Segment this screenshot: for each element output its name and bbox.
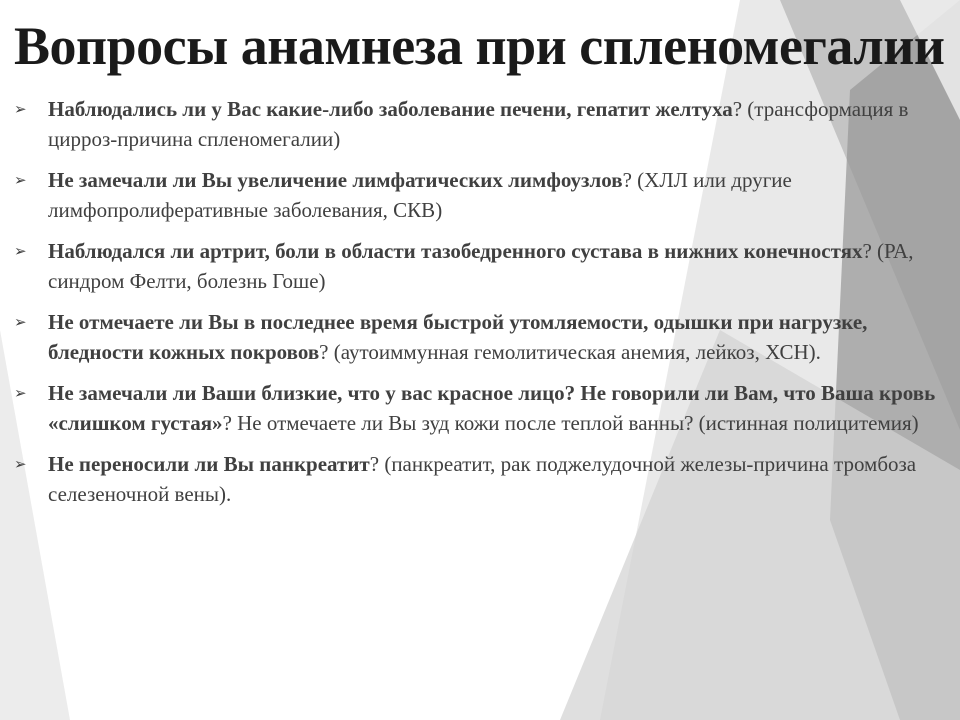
arrowhead-bullet-icon: ➢ xyxy=(14,242,27,260)
list-item xyxy=(14,378,944,438)
question-note: ? (панкреатит, рак поджелудочной железы-причина тромбоза селезеночной вены). xyxy=(48,452,917,506)
list-item xyxy=(14,449,944,509)
question-text: Не замечали ли Вы увеличение лимфатических лимфоузлов xyxy=(48,168,623,192)
question-note: ? Не отмечаете ли Вы зуд кожи после теплой ванны? (истинная полицитемия) xyxy=(222,411,919,435)
list-item xyxy=(14,94,944,154)
arrowhead-bullet-icon: ➢ xyxy=(14,313,27,331)
question-text: Наблюдались ли у Вас какие-либо заболевание печени, гепатит желтуха xyxy=(48,97,733,121)
question-note: ? (РА, синдром Фелти, болезнь Гоше) xyxy=(48,239,914,293)
list-item xyxy=(14,307,944,367)
arrowhead-bullet-icon: ➢ xyxy=(14,171,27,189)
question-note: ? (трансформация в цирроз-причина спленомегалии) xyxy=(48,97,909,151)
question-text: Не замечали ли Ваши близкие, что у вас красное лицо? Не говорили ли Вам, что Ваша кровь «слишком густая» xyxy=(48,381,936,435)
question-note: ? (ХЛЛ или другие лимфопролиферативные заболевания, СКВ) xyxy=(48,168,792,222)
question-text: Наблюдался ли артрит, боли в области тазобедренного сустава в нижних конечностях xyxy=(48,239,863,263)
question-text: Не переносили ли Вы панкреатит xyxy=(48,452,370,476)
list-item xyxy=(14,165,944,225)
question-list xyxy=(14,94,944,520)
arrowhead-bullet-icon: ➢ xyxy=(14,384,27,402)
list-item xyxy=(14,236,944,296)
arrowhead-bullet-icon: ➢ xyxy=(14,100,27,118)
arrowhead-bullet-icon: ➢ xyxy=(14,455,27,473)
page-title: Вопросы анамнеза при спленомегалии xyxy=(14,16,945,76)
question-note: ? (аутоиммунная гемолитическая анемия, лейкоз, ХСН). xyxy=(319,340,821,364)
question-text: Не отмечаете ли Вы в последнее время быстрой утомляемости, одышки при нагрузке, бледности кожных покровов xyxy=(48,310,868,364)
